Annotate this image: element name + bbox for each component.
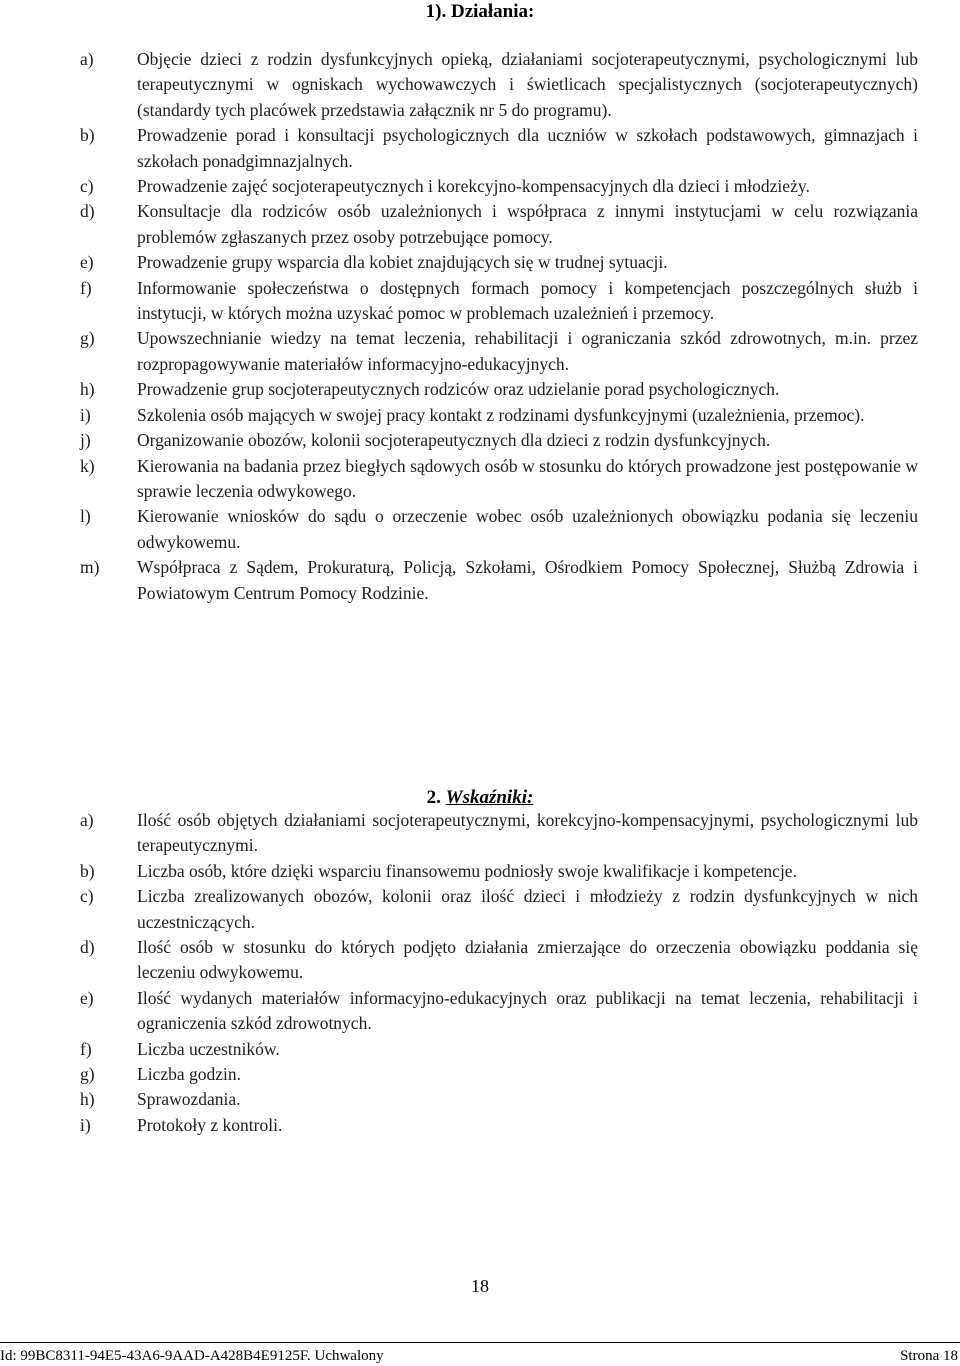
list-item	[80, 859, 918, 884]
list-item	[80, 199, 918, 250]
list-item-text: Objęcie dzieci z rodzin dysfunkcyjnych opieką, działaniami socjoterapeutycznymi, psychologicznymi lub terapeutycznymi w ogniskach wychowawczych i świetlicach specjalistycznych (socjoterapeutycznych) (standardy tych placówek przedstawia załącznik nr 5 do programu).	[137, 49, 918, 120]
list-item-text: Prowadzenie zajęć socjoterapeutycznych i korekcyjno-kompensacyjnych dla dzieci i młodzieży.	[137, 176, 810, 197]
list-item-text: Konsultacje dla rodziców osób uzależnionych i współpraca z innymi instytucjami w celu rozwiązania problemów zgłaszanych przez osoby potrzebujące pomocy.	[137, 201, 918, 247]
section-2-title: Wskaźniki:	[445, 787, 534, 808]
list-marker: i)	[80, 404, 91, 425]
list-marker: j)	[80, 430, 91, 451]
list-item-text: Informowanie społeczeństwa o dostępnych formach pomocy i kompetencjach poszczególnych służb i instytucji, w których można uzyskać pomoc w problemach uzależnień i przemocy.	[137, 277, 918, 324]
list-item-text: Prowadzenie grup socjoterapeutycznych rodziców oraz udzielanie porad psychologicznych.	[137, 379, 780, 400]
list-marker: g)	[80, 1064, 95, 1085]
list-marker: d)	[80, 937, 95, 958]
list-item-text: Kierowanie wniosków do sądu o orzeczenie wobec osób uzależnionych obowiązku podania się leczeniu odwykowemu.	[137, 506, 918, 552]
list-item-text: Liczba uczestników.	[137, 1038, 280, 1059]
list-item	[80, 808, 918, 859]
list-item	[80, 47, 918, 123]
footer-divider	[0, 1342, 960, 1343]
list-item-text: Ilość wydanych materiałów informacyjno-edukacyjnych oraz publikacji na temat leczenia, rehabilitacji i ograniczenia szkód zdrowotnych.	[137, 987, 918, 1034]
list-item	[80, 123, 918, 174]
list-item-text: Sprawozdania.	[137, 1089, 241, 1110]
list-marker: h)	[80, 1089, 95, 1110]
list-item-text: Prowadzenie grupy wsparcia dla kobiet znajdujących się w trudnej sytuacji.	[137, 252, 668, 273]
list-marker: h)	[80, 379, 95, 400]
list-item	[80, 1037, 918, 1062]
list-item	[80, 276, 918, 327]
list-marker: a)	[80, 49, 94, 69]
list-item	[80, 504, 918, 555]
list-marker: b)	[80, 125, 95, 146]
list-item-text: Ilość osób w stosunku do których podjęto działania zmierzające do orzeczenia obowiązku poddania się leczeniu odwykowemu.	[137, 937, 918, 983]
list-item-text: Organizowanie obozów, kolonii socjoterapeutycznych dla dzieci z rodzin dysfunkcyjnych.	[137, 430, 771, 451]
section-1-heading: 1). Działania:	[425, 1, 535, 22]
page-number: 18	[471, 1276, 489, 1296]
list-item	[80, 326, 918, 377]
list-item-text: Upowszechnianie wiedzy na temat leczenia, rehabilitacji i ograniczania szkód zdrowotnych, m.in. przez rozpropagowywanie materiałów informacyjno-edukacyjnych.	[137, 328, 918, 374]
list-marker: c)	[80, 176, 94, 197]
list-item	[80, 454, 918, 505]
list-item	[80, 986, 918, 1037]
list-item-text: Protokoły z kontroli.	[137, 1114, 283, 1135]
list-item	[80, 428, 918, 453]
list-marker: e)	[80, 987, 94, 1008]
list-item	[80, 1113, 918, 1138]
footer-document-id: Id: 99BC8311-94E5-43A6-9AAD-A428B4E9125F. Uchwalony	[0, 1348, 384, 1364]
actions-list	[80, 47, 918, 606]
list-item	[80, 1087, 918, 1112]
list-marker: c)	[80, 886, 94, 907]
list-item-text: Ilość osób objętych działaniami socjoterapeutycznymi, korekcyjno-kompensacyjnymi, psychologicznymi lub terapeutycznymi.	[137, 810, 918, 856]
list-marker: l)	[80, 506, 91, 527]
list-marker: f)	[80, 1038, 92, 1059]
list-item	[80, 174, 918, 199]
section-2-number: 2.	[426, 787, 441, 808]
list-item-text: Współpraca z Sądem, Prokuraturą, Policją, Szkołami, Ośrodkiem Pomocy Społecznej, Służbą Zdrowia i Powiatowym Centrum Pomocy Rodzinie.	[137, 557, 918, 603]
list-item	[80, 555, 918, 606]
section-2-heading	[0, 786, 960, 810]
list-item	[80, 935, 918, 986]
list-marker: m)	[80, 557, 100, 578]
list-item	[80, 250, 918, 275]
list-marker: f)	[80, 277, 92, 298]
list-marker: b)	[80, 860, 95, 881]
footer	[0, 1346, 960, 1366]
list-marker: i)	[80, 1114, 91, 1135]
indicators-list	[80, 808, 918, 1138]
list-item	[80, 377, 918, 402]
list-item-text: Prowadzenie porad i konsultacji psychologicznych dla uczniów w szkołach podstawowych, gimnazjach i szkołach ponadgimnazjalnych.	[137, 125, 918, 171]
list-item-text: Liczba zrealizowanych obozów, kolonii oraz ilość dzieci i młodzieży z rodzin dysfunkcyjnych w nich uczestniczących.	[137, 886, 918, 932]
list-item-text: Kierowania na badania przez biegłych sądowych osób w stosunku do których prowadzone jest postępowanie w sprawie leczenia odwykowego.	[137, 455, 918, 501]
footer-page-label: Strona 18	[900, 1348, 958, 1364]
list-marker: e)	[80, 252, 94, 273]
list-marker: k)	[80, 455, 95, 476]
list-item	[80, 884, 918, 935]
list-marker: g)	[80, 328, 95, 349]
list-item-text: Szkolenia osób mających w swojej pracy kontakt z rodzinami dysfunkcyjnymi (uzależnienia, przemoc).	[137, 404, 865, 425]
list-marker: d)	[80, 201, 95, 222]
list-item	[80, 403, 918, 428]
list-item-text: Liczba godzin.	[137, 1064, 241, 1085]
list-item-text: Liczba osób, które dzięki wsparciu finansowemu podniosły swoje kwalifikacje i kompetencje.	[137, 860, 797, 881]
list-item	[80, 1062, 918, 1087]
list-marker: a)	[80, 810, 94, 830]
